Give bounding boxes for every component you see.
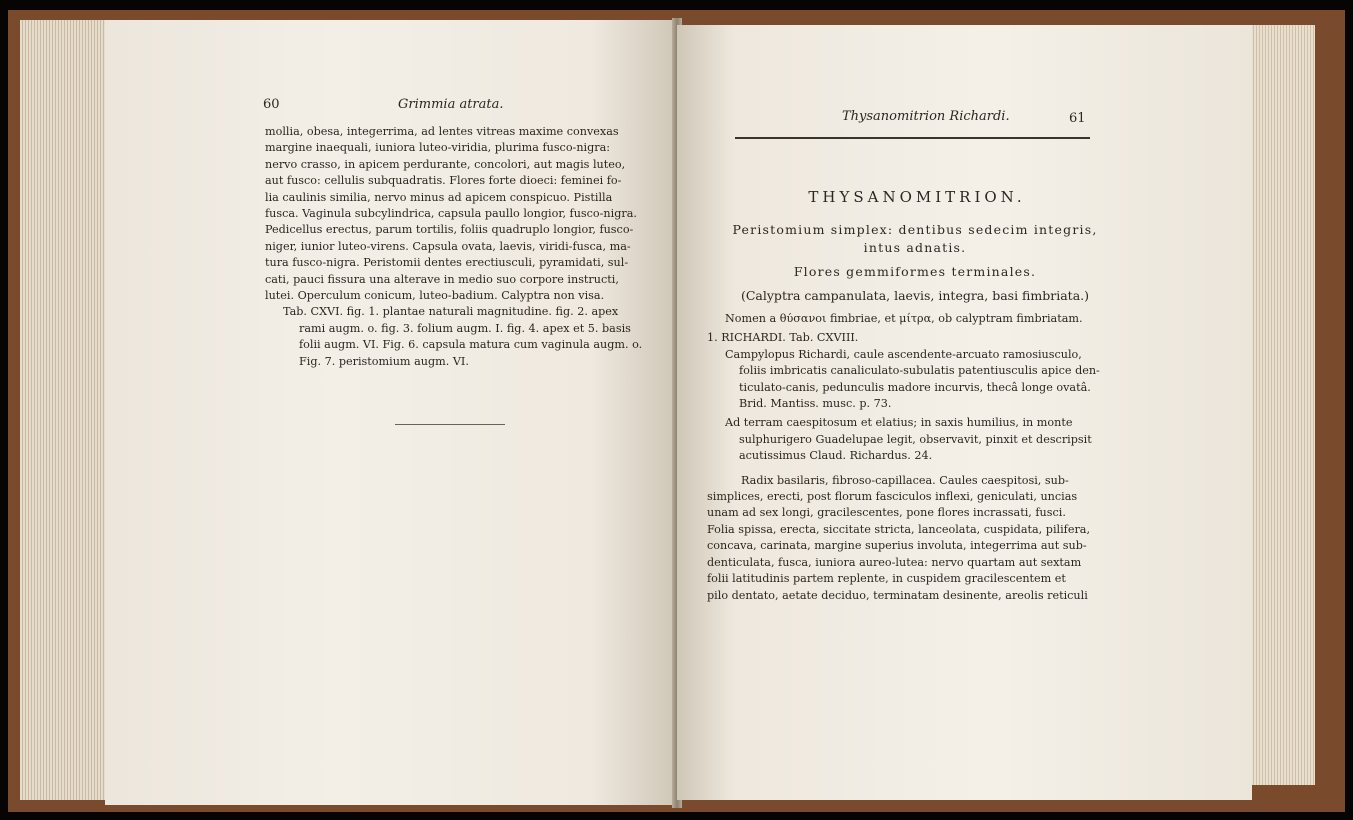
description-line: folii latitudinis partem replente, in cuspidem gracilescentem et xyxy=(707,572,1066,586)
text-line: tura fusco-nigra. Peristomii dentes erectiusculi, pyramidati, sul- xyxy=(265,256,629,270)
text-line: lia caulinis similia, nervo minus ad apicem conspicuo. Pistilla xyxy=(265,190,613,204)
text-line: niger, iunior luteo-virens. Capsula ovata, laevis, viridi-fusca, ma- xyxy=(265,239,631,253)
text-line: margine inaequali, iuniora luteo-viridia, plurima fusco-nigra: xyxy=(265,141,611,155)
diagnosis-line: intus adnatis. xyxy=(863,240,967,255)
page-edges-left xyxy=(20,20,110,800)
description-line: Radix basilaris, fibroso-capillacea. Caules caespitosi, sub- xyxy=(741,473,1069,487)
synonym-line: Brid. Mantiss. musc. p. 73. xyxy=(739,397,892,411)
description-line: unam ad sex longi, gracilescentes, pone flores incrassati, fusci. xyxy=(707,506,1066,520)
description-line: simplices, erecti, post florum fasciculos inflexi, geniculati, uncias xyxy=(707,490,1078,504)
diagnosis xyxy=(705,221,1125,305)
end-rule xyxy=(395,424,505,425)
left-page-number: 60 xyxy=(263,97,280,112)
habitat-line: acutissimus Claud. Richardus. 24. xyxy=(739,449,933,463)
diagnosis-line: Peristomium simplex: dentibus sedecim integris, xyxy=(732,222,1098,237)
plate-line: folii augm. VI. Fig. 6. capsula matura cum vaginula augm. o. xyxy=(299,338,643,352)
left-page xyxy=(105,20,677,805)
species-heading: 1. RICHARDI. Tab. CXVIII. xyxy=(707,331,859,345)
synonym-line: ticulato-canis, pedunculis madore incurvis, thecâ longe ovatâ. xyxy=(739,380,1091,394)
text-line: mollia, obesa, integerrima, ad lentes vitreas maxime convexas xyxy=(265,125,619,138)
description-line: denticulata, fusca, iuniora aureo-lutea: nervo quartam aut sextam xyxy=(707,555,1082,569)
description-line: Folia spissa, erecta, siccitate stricta, lanceolata, cuspidata, pilifera, xyxy=(707,522,1091,536)
habitat-line: sulphurigero Guadelupae legit, observavit, pinxit et descripsit xyxy=(739,432,1092,446)
right-running-head: Thysanomitrion Richardi. xyxy=(842,109,1010,124)
genus-title: THYSANOMITRION. xyxy=(808,188,1026,206)
diagnosis-line: Flores gemmiformes terminales. xyxy=(793,264,1037,279)
left-body xyxy=(265,124,675,370)
text-line: lutei. Operculum conicum, luteo-badium. Calyptra non visa. xyxy=(265,289,605,303)
text-line: cati, pauci fissura una alterave in medio suo corpore instructi, xyxy=(265,272,619,286)
right-page-number: 61 xyxy=(1069,111,1086,126)
right-body xyxy=(707,311,1137,604)
synonym-line: Campylopus Richardi, caule ascendente-arcuato ramosiusculo, xyxy=(725,347,1082,361)
plate-line: rami augm. o. fig. 3. folium augm. I. fig. 4. apex et 5. basis xyxy=(299,321,631,335)
description-line: pilo dentato, aetate deciduo, terminatam desinente, areolis reticuli xyxy=(707,588,1088,602)
habitat-line: Ad terram caespitosum et elatius; in saxis humilius, in monte xyxy=(725,416,1073,430)
etymology: Nomen a θύσανοι fimbriae, et μίτρα, ob calyptram fimbriatam. xyxy=(725,312,1083,325)
text-line: Pedicellus erectus, parum tortilis, foliis quadruplo longior, fusco- xyxy=(265,223,634,237)
plate-line: Tab. CXVI. fig. 1. plantae naturali magnitudine. fig. 2. apex xyxy=(283,305,619,319)
text-line: nervo crasso, in apicem perdurante, concolori, aut magis luteo, xyxy=(265,157,626,171)
text-line: aut fusco: cellulis subquadratis. Flores forte dioeci: feminei fo- xyxy=(265,174,622,188)
description-line: concava, carinata, margine superius involuta, integerrima aut sub- xyxy=(707,539,1087,553)
diagnosis-line: (Calyptra campanulata, laevis, integra, basi fimbriata.) xyxy=(740,288,1089,303)
synonym-line: foliis imbricatis canaliculato-subulatis patentiusculis apice den- xyxy=(739,364,1100,378)
text-line: fusca. Vaginula subcylindrica, capsula paullo longior, fusco-nigra. xyxy=(265,207,637,221)
page-edges-right xyxy=(1245,25,1315,785)
right-page xyxy=(677,25,1252,800)
head-rule xyxy=(735,137,1090,139)
left-running-head: Grimmia atrata. xyxy=(398,97,504,112)
plate-line: Fig. 7. peristomium augm. VI. xyxy=(299,354,469,368)
